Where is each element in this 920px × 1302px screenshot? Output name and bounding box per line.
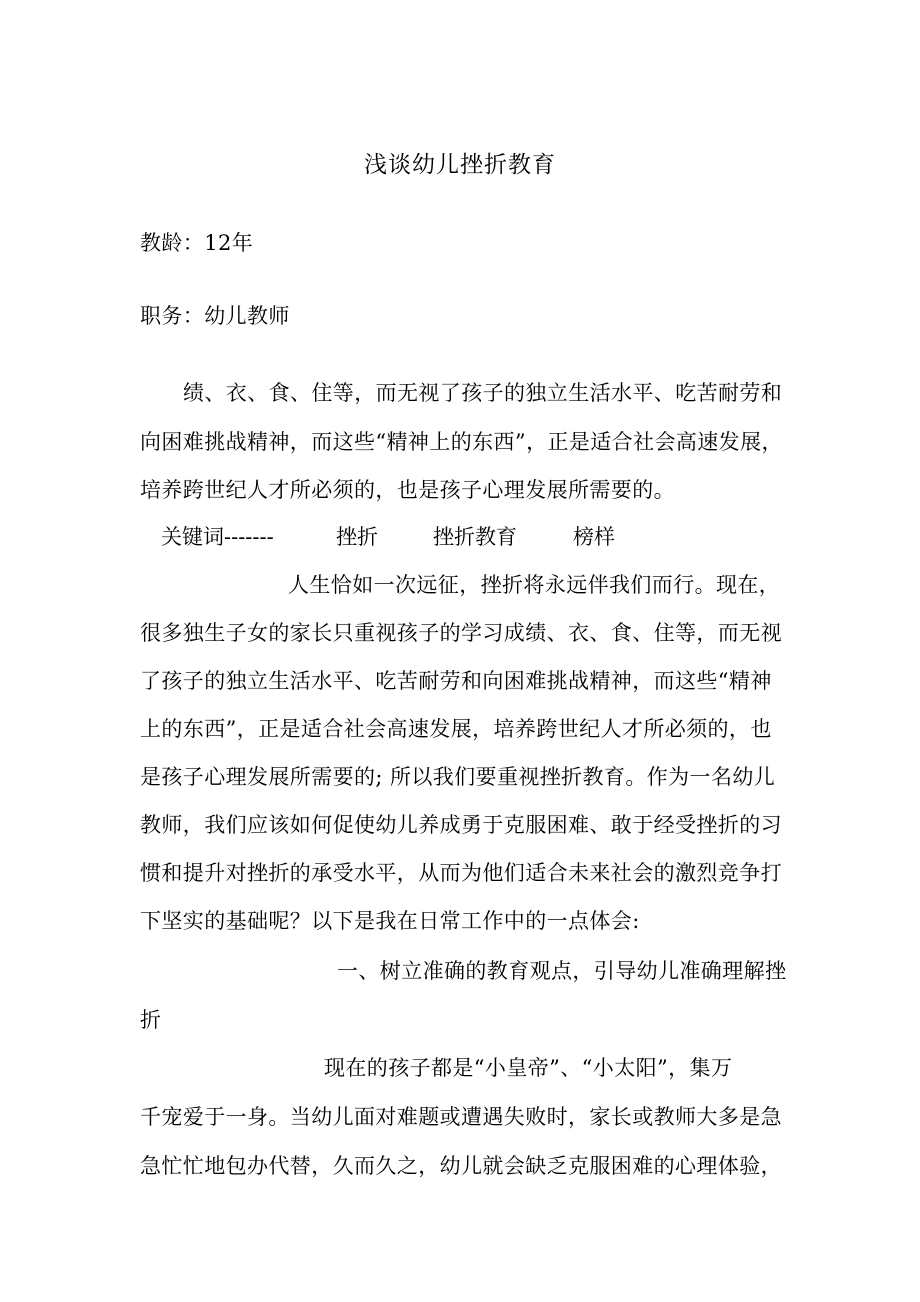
body-line: 很多独生子女的家长只重视孩子的学习成绩、衣、食、住等，而无视 xyxy=(140,621,782,645)
keywords-label: 关键词------- xyxy=(161,525,274,549)
body-line: 下坚实的基础呢？以下是我在日常工作中的一点体会: xyxy=(140,909,640,933)
keyword-item: 榜样 xyxy=(573,525,615,549)
section-heading-line: 一、树立准确的教育观点，引导幼儿准确理解挫 xyxy=(337,959,787,983)
keyword-item: 挫折 xyxy=(336,525,378,549)
meta-position: 职务：幼儿教师 xyxy=(140,304,290,328)
body-line: 惯和提升对挫折的承受水平，从而为他们适合未来社会的激烈竞争打 xyxy=(140,861,782,885)
section-line: 千宠爱于一身。当幼儿面对难题或遭遇失败时，家长或教师大多是急 xyxy=(140,1105,782,1129)
abstract-line: 绩、衣、食、住等，而无视了孩子的独立生活水平、吃苦耐劳和 xyxy=(183,381,783,405)
abstract-line: 培养跨世纪人才所必须的，也是孩子心理发展所需要的。 xyxy=(140,478,675,502)
section-heading-line: 折 xyxy=(140,1008,162,1032)
body-line: 上的东西”，正是适合社会高速发展，培养跨世纪人才所必须的，也 xyxy=(140,717,772,741)
section-line: 现在的孩子都是“小皇帝”、“小太阳”，集万 xyxy=(324,1056,733,1080)
document-title: 浅谈幼儿挫折教育 xyxy=(364,152,556,178)
section-line: 急忙忙地包办代替，久而久之，幼儿就会缺乏克服困难的心理体验， xyxy=(140,1154,782,1178)
keyword-item: 挫折教育 xyxy=(433,525,517,549)
meta-seniority: 教龄：12年 xyxy=(140,231,254,255)
body-line: 人生恰如一次远征，挫折将永远伴我们而行。现在， xyxy=(288,573,781,597)
abstract-line: 向困难挑战精神，而这些“精神上的东西”，正是适合社会高速发展， xyxy=(140,430,783,454)
body-line: 了孩子的独立生活水平、吃苦耐劳和向困难挑战精神，而这些“精神 xyxy=(140,669,772,693)
body-line: 教师，我们应该如何促使幼儿养成勇于克服困难、敢于经受挫折的习 xyxy=(140,813,782,837)
body-line: 是孩子心理发展所需要的; 所以我们要重视挫折教育。作为一名幼儿 xyxy=(140,765,776,789)
